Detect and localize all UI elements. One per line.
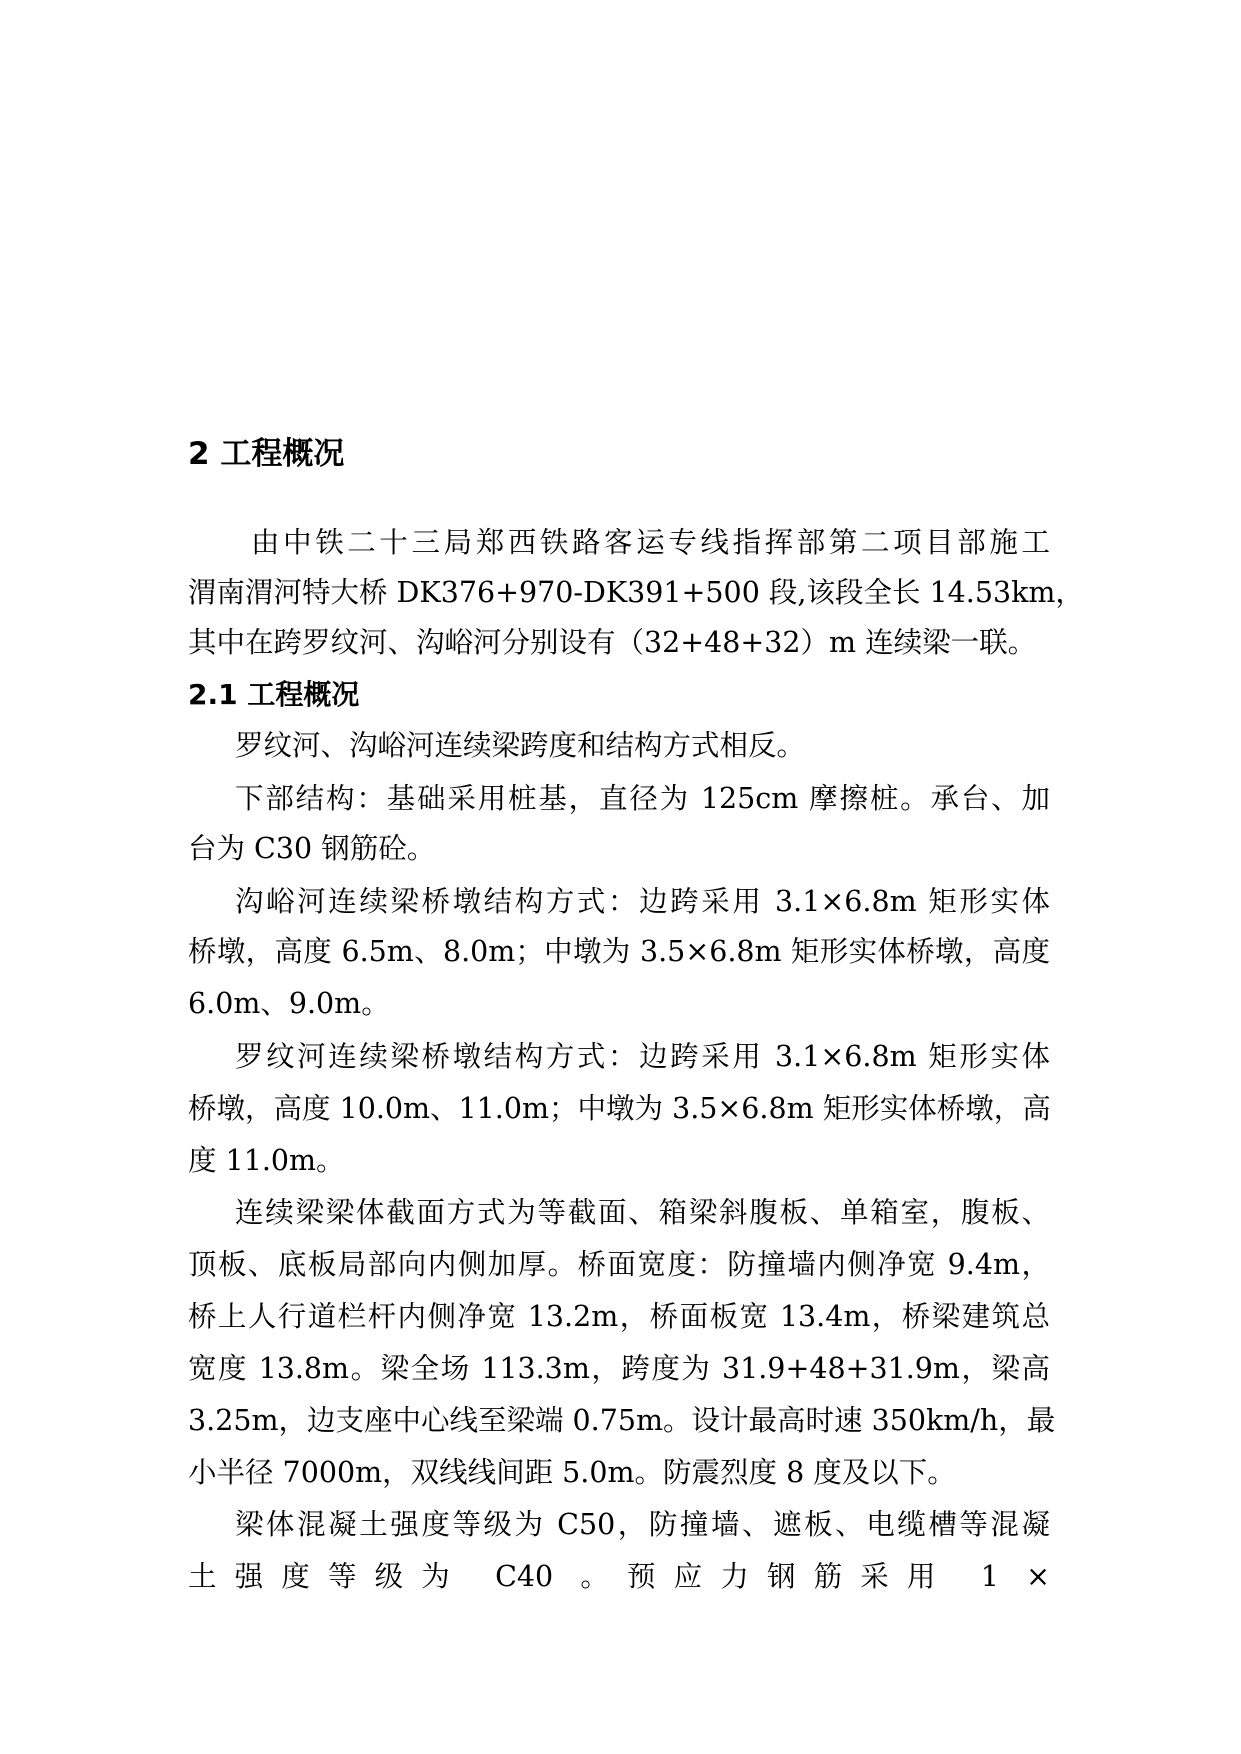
paragraph-line: 3.25m，边支座中心线至梁端 0.75m。设计最高时速 350km/h，最 xyxy=(188,1404,1056,1437)
paragraph-line: 沟峪河连续梁桥墩结构方式：边跨采用 3.1×6.8m 矩形实体 xyxy=(235,885,1050,918)
paragraph-line: 桥墩，高度 6.5m、8.0m；中墩为 3.5×6.8m 矩形实体桥墩，高度 xyxy=(188,935,1050,968)
paragraph-line: 6.0m、9.0m。 xyxy=(188,987,390,1020)
subsection-heading: 2.1 工程概况 xyxy=(188,678,360,711)
paragraph-line: 罗纹河、沟峪河连续梁跨度和结构方式相反。 xyxy=(235,729,806,762)
intro-line: 其中在跨罗纹河、沟峪河分别设有（32+48+32）m 连续梁一联。 xyxy=(188,626,1037,659)
intro-line: 由中铁二十三局郑西铁路客运专线指挥部第二项目部施工 xyxy=(251,526,1050,559)
paragraph-line: 连续梁梁体截面方式为等截面、箱梁斜腹板、单箱室，腹板、 xyxy=(235,1196,1050,1229)
paragraph-line: 土强度等级为 C40 。预应力钢筋采用 1 × xyxy=(188,1560,1050,1593)
paragraph-line: 罗纹河连续梁桥墩结构方式：边跨采用 3.1×6.8m 矩形实体 xyxy=(235,1040,1050,1073)
intro-line: 渭南渭河特大桥 DK376+970-DK391+500 段,该段全长 14.53km， xyxy=(188,576,1084,609)
section-heading: 2 工程概况 xyxy=(188,436,345,472)
paragraph-line: 宽度 13.8m。梁全场 113.3m，跨度为 31.9+48+31.9m，梁高 xyxy=(188,1352,1050,1385)
paragraph-line: 桥上人行道栏杆内侧净宽 13.2m，桥面板宽 13.4m，桥梁建筑总 xyxy=(188,1300,1050,1333)
paragraph-line: 度 11.0m。 xyxy=(188,1144,345,1177)
paragraph-line: 台为 C30 钢筋砼。 xyxy=(188,832,436,865)
paragraph-line: 顶板、底板局部向内侧加厚。桥面宽度：防撞墙内侧净宽 9.4m， xyxy=(188,1248,1050,1281)
paragraph-line: 小半径 7000m，双线线间距 5.0m。防震烈度 8 度及以下。 xyxy=(188,1456,956,1489)
paragraph-line: 桥墩，高度 10.0m、11.0m；中墩为 3.5×6.8m 矩形实体桥墩，高 xyxy=(188,1092,1051,1125)
paragraph-line: 下部结构：基础采用桩基，直径为 125cm 摩擦桩。承台、加 xyxy=(235,782,1050,815)
paragraph-line: 梁体混凝土强度等级为 C50，防撞墙、遮板、电缆槽等混凝 xyxy=(235,1508,1050,1541)
